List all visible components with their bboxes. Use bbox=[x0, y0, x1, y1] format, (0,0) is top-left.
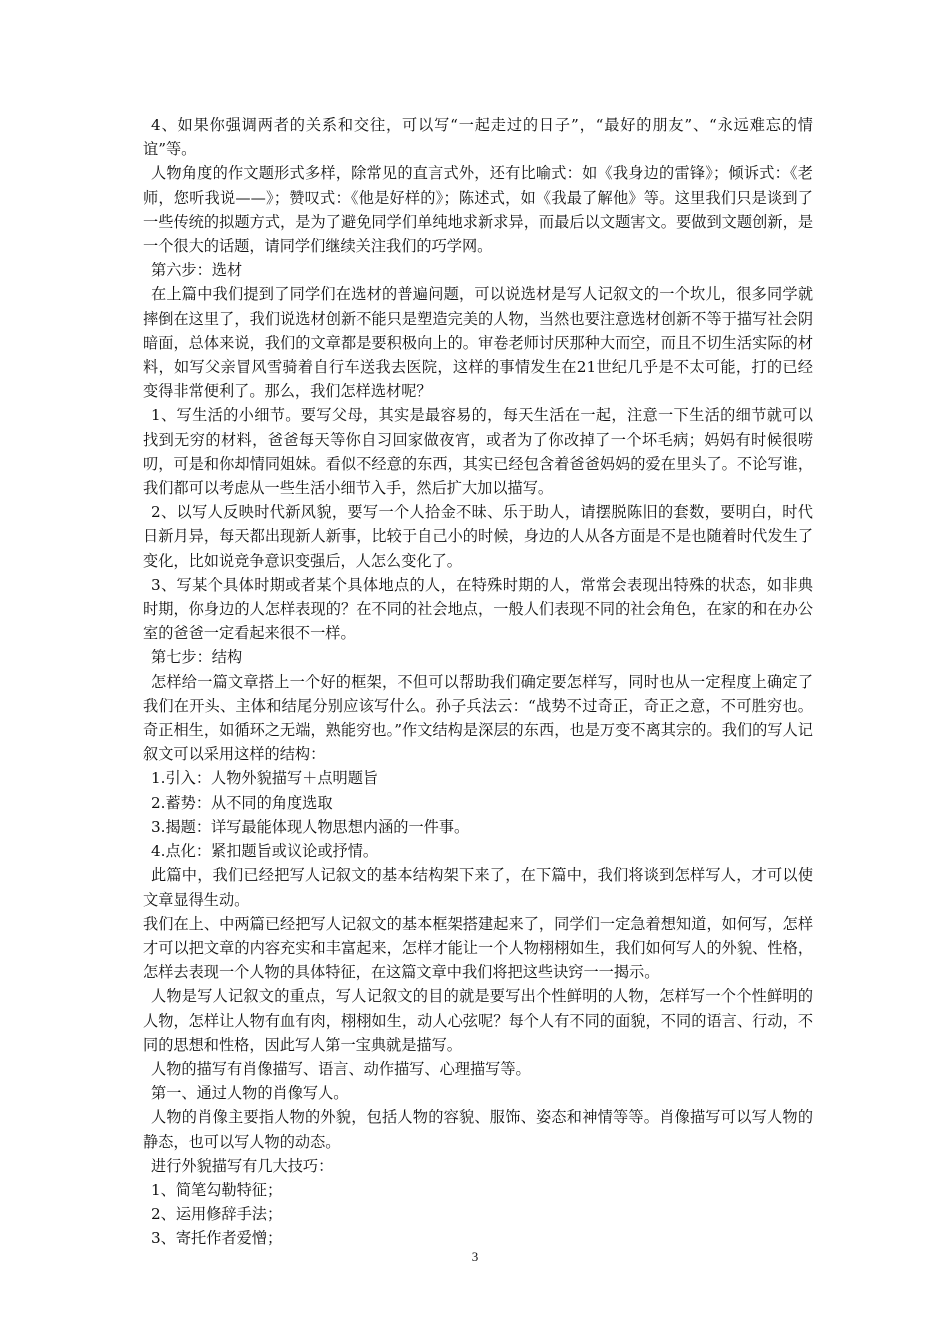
section-heading-portrait: 第一、通过人物的肖像写人。 bbox=[151, 1084, 349, 1103]
body-text bbox=[143, 113, 813, 1251]
paragraph-portrait: 人物的肖像主要指人物的外貌，包括人物的容貌、服饰、姿态和神情等等。肖像描写可以写人物的静态，也可以写人物的动态。 bbox=[143, 1108, 813, 1151]
technique-item-1: 1、简笔勾勒特征； bbox=[151, 1180, 283, 1199]
section-heading-step7: 第七步：结构 bbox=[151, 648, 243, 667]
structure-item-3: 3.揭题：详写最能体现人物思想内涵的一件事。 bbox=[151, 817, 470, 836]
paragraph-character-focus: 人物是写人记叙文的重点，写人记叙文的目的就是要写出个性鲜明的人物，怎样写一个个性鲜明的人物，怎样让人物有血有肉，栩栩如生，动人心弦呢？每个人有不同的面貌，不同的语言、行动，不同的思想和性格，因此写人第一宝典就是描写。 bbox=[143, 987, 813, 1054]
paragraph-summary: 此篇中，我们已经把写人记叙文的基本结构架下来了，在下篇中，我们将谈到怎样写人，才可以使文章显得生动。 bbox=[143, 866, 813, 909]
structure-item-4: 4.点化：紧扣题旨或议论或抒情。 bbox=[151, 842, 379, 861]
technique-item-3: 3、寄托作者爱憎； bbox=[151, 1229, 283, 1248]
paragraph-material-2: 2、以写人反映时代新风貌，要写一个人拾金不昧、乐于助人，请摆脱陈旧的套数，要明白，时代日新月异，每天都出现新人新事，比较于自己小的时候，身边的人从各方面是不是也随着时代发生了变化，比如说竞争意识变强后，人怎么变化了。 bbox=[143, 503, 813, 570]
structure-item-2: 2.蓄势：从不同的角度选取 bbox=[151, 793, 333, 812]
section-heading-step6: 第六步：选材 bbox=[151, 261, 243, 280]
paragraph-description-types: 人物的描写有肖像描写、语言、动作描写、心理描写等。 bbox=[151, 1059, 531, 1078]
paragraph-material: 在上篇中我们提到了同学们在选材的普遍问题，可以说选材是写人记叙文的一个坎儿，很多同学就摔倒在这里了，我们说选材创新不能只是塑造完美的人物，当然也要注意选材创新不等于描写社会阴暗面，总体来说，我们的文章都是要积极向上的。审卷老师讨厌那种大而空，而且不切生活实际的材料，如写父亲冒风雪骑着自行车送我去医院，这样的事情发生在21世纪几乎是不太可能，打的已经变得非常便利了。那么，我们怎样选材呢？ bbox=[143, 285, 813, 401]
page-number: 3 bbox=[471, 1249, 479, 1264]
paragraph-item-4: 4、如果你强调两者的关系和交往，可以写“一起走过的日子”，“最好的朋友”、“永远难忘的情谊”等。 bbox=[143, 116, 813, 159]
paragraph-material-1: 1、写生活的小细节。要写父母，其实是最容易的，每天生活在一起，注意一下生活的细节就可以找到无穷的材料，爸爸每天等你自习回家做夜宵，或者为了你改掉了一个坏毛病；妈妈有时候很唠叨，可是和你却情同姐妹。看似不经意的东西，其实已经包含着爸爸妈妈的爱在里头了。不论写谁，我们都可以考虑从一些生活小细节入手，然后扩大加以描写。 bbox=[143, 406, 813, 498]
paragraph-title-forms: 人物角度的作文题形式多样，除常见的直言式外，还有比喻式：如《我身边的雷锋》；倾诉式：《老师，您听我说——》；赞叹式：《他是好样的》；陈述式，如《我最了解他》等。这里我们只是谈到了一些传统的拟题方式，是为了避免同学们单纯地求新求异，而最后以文题害文。要做到文题创新，是一个很大的话题，请同学们继续关注我们的巧学网。 bbox=[143, 164, 813, 256]
paragraph-intro-next: 我们在上、中两篇已经把写人记叙文的基本框架搭建起来了，同学们一定急着想知道，如何写，怎样才可以把文章的内容充实和丰富起来，怎样才能让一个人物栩栩如生，我们如何写人的外貌、性格，怎样去表现一个人物的具体特征，在这篇文章中我们将把这些诀窍一一揭示。 bbox=[143, 914, 813, 982]
structure-item-1: 1.引入：人物外貌描写＋点明题旨 bbox=[151, 769, 379, 788]
paragraph-structure: 怎样给一篇文章搭上一个好的框架，不但可以帮助我们确定要怎样写，同时也从一定程度上确定了我们在开头、主体和结尾分别应该写什么。孙子兵法云：“战势不过奇正，奇正之意，不可胜穷也。奇正相生，如循环之无端，熟能穷也。”作文结构是深层的东西，也是万变不离其宗的。我们的写人记叙文可以采用这样的结构： bbox=[143, 672, 813, 764]
technique-item-2: 2、运用修辞手法； bbox=[151, 1205, 283, 1224]
paragraph-techniques: 进行外貌描写有几大技巧： bbox=[151, 1156, 334, 1175]
paragraph-material-3: 3、写某个具体时期或者某个具体地点的人，在特殊时期的人，常常会表现出特殊的状态，如非典时期，你身边的人怎样表现的？在不同的社会地点，一般人们表现不同的社会角色，在家的和在办公室的爸爸一定看起来很不一样。 bbox=[143, 575, 813, 643]
